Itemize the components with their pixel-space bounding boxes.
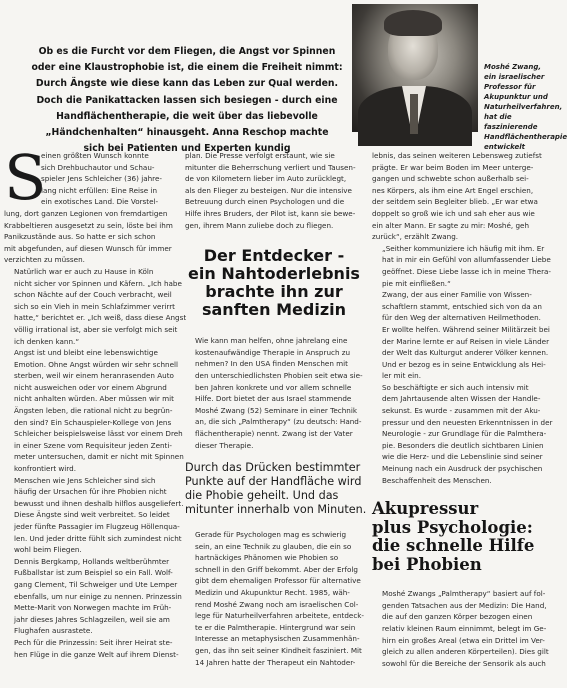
- text-line: gen, ihrem Mann zuliebe doch zu fliegen.: [185, 220, 334, 230]
- text-line: brachte ihn zur: [205, 282, 343, 302]
- text-line: Pech für die Prinzessin: Seit ihrer Heirat ste-: [14, 637, 173, 647]
- text-line: Interesse an metaphysischen Zusammenhän-: [195, 634, 360, 644]
- text-line: den unterschiedlichsten Phobien seit etwa sie-: [195, 370, 363, 380]
- text-line: ein Nahtoderlebnis: [188, 264, 360, 284]
- text-line: Menschen wie Jens Schleicher sind sich: [14, 475, 156, 485]
- text-line: nehmen? In den USA finden Menschen mit: [195, 359, 348, 369]
- text-line: mit abgefunden, auf diesen Wunsch für immer: [4, 243, 172, 253]
- column-3: [372, 150, 553, 669]
- text-line: sowohl für die Bereiche der Sensorik als auch: [382, 658, 546, 668]
- text-line: für den Weg der alternativen Heilmethoden.: [382, 313, 541, 323]
- paragraph: [372, 588, 548, 669]
- text-line: gibt dem ehemaligen Professor für alternative: [195, 576, 361, 586]
- text-line: meter untersuchen, damit er nicht mit Spinnen: [14, 452, 184, 462]
- text-line: prägte. Er war beim Boden im Meer unterge-: [372, 162, 534, 172]
- text-line: Er wollte helfen. Während seiner Militärzeit bei: [382, 324, 550, 334]
- lead-line: oder eine Klaustrophobie ist, die einem die Freiheit nimmt:: [31, 62, 343, 74]
- text-line: ein exotisches Land. Die Vorstel-: [41, 197, 159, 207]
- text-line: kostenaufwändige Therapie in Anspruch zu: [195, 347, 351, 357]
- text-line: die schnelle Hilfe: [372, 536, 535, 556]
- text-line: de von Kilometern lieber im Auto zurücklegt,: [185, 174, 347, 184]
- text-line: Panikzustände aus. So hatte er sich schon: [4, 232, 156, 242]
- text-line: mitunter innerhalb von Minuten.: [185, 503, 367, 517]
- text-line: jahr dieses Jahres Schlagzeilen, weil sie am: [14, 614, 170, 624]
- text-line: ich denken kann.“: [14, 336, 80, 346]
- text-line: ler mit ein.: [382, 371, 422, 381]
- text-line: nicht sicher vor Spinnen und Käfern. „Ich habe: [14, 278, 182, 288]
- text-line: nicht anhalten würden. Aber müssen wir mit: [14, 394, 174, 404]
- text-line: Hilfe. Dort bietet der aus Israel stammende: [195, 394, 352, 404]
- text-line: gang Clement, Til Schweiger und Ute Lemper: [14, 579, 178, 589]
- lead-line: Doch die Panikattacken lassen sich besiegen - durch eine: [36, 94, 338, 106]
- text-line: der Marine lernte er auf Reisen in viele Länder: [382, 336, 550, 346]
- subheading-acupressure: [372, 500, 548, 574]
- paragraph: [4, 637, 180, 660]
- text-line: der seitdem sein Begleiter blieb. „Er war etwa: [372, 197, 538, 207]
- text-line: ebenfalls, um nur einige zu nennen. Prinzessin: [14, 591, 182, 601]
- text-line: relativ kleinen Raum einnimmt, belegt im Ge-: [382, 624, 547, 633]
- text-line: pie mit einfließen.“: [382, 278, 451, 288]
- text-line: Schleicher beispielsweise lässt vor einem Dreh: [14, 429, 183, 439]
- text-line: sein, an eine Technik zu glauben, die ein so: [195, 541, 352, 551]
- text-line: sekunst. Es wurde - zusammen mit der Aku-: [382, 406, 541, 416]
- text-line: Wie kann man helfen, ohne jahrelang eine: [195, 336, 348, 346]
- text-line: dem Jahrtausende alten Wissen der Handle-: [382, 394, 541, 404]
- text-line: sterben, weil wir einem heranrasenden Auto: [14, 371, 174, 381]
- text-line: schaftlern stammt, entschied sich von da an: [382, 301, 542, 311]
- text-line: Ängsten leben, die rational nicht zu begrün-: [14, 406, 173, 416]
- text-line: hirn ein großes Areal (etwa ein Drittel im Ver-: [382, 635, 545, 645]
- text-line: lung, dort ganzen Legionen von fremdartigen: [4, 208, 168, 218]
- text-line: Emotion. Ohne Angst würden wir sehr schnell: [14, 359, 179, 369]
- text-line: Krabbeltieren ausgesetzt zu sein, löste bei ihm: [4, 220, 173, 230]
- text-line: hartnäckiges Phänomen wie Phobien so: [195, 553, 339, 563]
- text-line: gleich zu allen anderen Körperteilen). Dies gilt: [382, 647, 549, 657]
- paragraph: [372, 243, 552, 289]
- text-line: wie die Herz- und die Lebenslinie sind seiner: [382, 452, 543, 462]
- text-line: spieler Jens Schleicher (36) jahre-: [41, 174, 162, 184]
- text-line: Akupressur: [372, 499, 479, 519]
- text-line: Punkte auf der Handfläche wird: [185, 475, 362, 489]
- subheading-discoverer: [185, 247, 363, 319]
- text-line: gen, das ihn seit seiner Kindheit fasziniert. Mit: [195, 646, 362, 656]
- column-2: [185, 150, 367, 668]
- text-line: häufig der Ursachen für ihre Phobien nicht: [14, 487, 167, 497]
- text-line: Der Entdecker -: [203, 246, 345, 266]
- text-line: bewusst und ihnen deshalb hilflos ausgeliefert.: [14, 498, 184, 508]
- text-line: sanften Medizin: [201, 300, 347, 320]
- paragraph: [4, 556, 180, 637]
- text-line: Meinung nach ein Ausdruck der psychischen: [382, 464, 543, 474]
- text-line: hat in mir ein Gefühl von allumfassender Liebe: [382, 255, 551, 265]
- lead-line: Ob es die Furcht vor dem Fliegen, die Angst vor Spinnen: [38, 46, 336, 57]
- photo-hair: [384, 10, 442, 36]
- text-line: einen größten Wunsch konnte: [41, 151, 149, 160]
- photo-caption: Moshé Zwang, ein israelischer Professor für Akupunktur und Naturheilverfahren, hat die faszinierende Handflächentherapie entwickelt: [484, 63, 567, 151]
- text-line: Gerade für Psychologen mag es schwierig: [195, 530, 347, 540]
- text-line: hen Flüge in die ganze Welt auf ihrem Dienst-: [14, 649, 179, 659]
- text-line: dieser Therapie.: [195, 440, 254, 450]
- text-line: rend Moshé Zwang noch am israelischen Col-: [195, 599, 359, 609]
- paragraph: [4, 475, 184, 556]
- text-line: verzichten zu müssen.: [4, 255, 85, 265]
- text-line: „Seither kommuniziere ich häufig mit ihm. Er: [382, 243, 545, 253]
- text-line: zurück“, erzählt Zwang.: [372, 232, 459, 242]
- text-line: Zwang, der aus einer Familie von Wissen-: [382, 290, 532, 300]
- text-line: pressur und den neuesten Erkenntnissen in der: [382, 417, 553, 427]
- paragraph: [185, 529, 363, 668]
- drop-cap: S: [4, 141, 47, 214]
- text-line: Betreuung durch einen Psychologen und die: [185, 197, 345, 207]
- text-line: flächentherapie) nennt. Zwang ist der Vater: [195, 428, 353, 438]
- lead-line: „Händchenhalten“ hinausgeht. Anna Reschop machte: [45, 127, 329, 139]
- pull-quote: [185, 461, 367, 517]
- text-line: bei Phobien: [372, 554, 482, 574]
- text-line: die Phobie geheilt. Und das: [185, 489, 339, 503]
- text-line: Beschaffenheit des Menschen.: [382, 475, 492, 485]
- text-line: Moshé Zwang (52) Seminare in einer Technik: [195, 405, 357, 415]
- text-line: der Welt das Kulturgut anderer Völker kennen.: [382, 348, 549, 358]
- photo-tie: [410, 94, 418, 134]
- text-line: jeder fünfte Passagier im Flugzeug Höllenqua-: [14, 522, 180, 531]
- text-line: Angst ist und bleibt eine lebenswichtige: [14, 348, 158, 358]
- text-line: ein alter Mann. Er sagte zu mir: Moshé, geh: [372, 220, 530, 230]
- text-line: schon Nächte auf der Couch verbracht, weil: [14, 290, 172, 300]
- text-line: pie. Besonders die deutlich sichtbaren Linien: [382, 440, 544, 450]
- text-line: sich Drehbuchautor und Schau-: [41, 162, 155, 172]
- lead-line: sich bei Patienten und Experten kundig: [83, 143, 291, 155]
- text-line: den sind? Ein Schauspieler-Kollege von Jens: [14, 417, 172, 427]
- paragraph: [185, 335, 363, 451]
- text-line: mitunter die Beherrschung verliert und Tausen-: [185, 162, 356, 172]
- text-line: Moshé Zwangs „Palmtherapy“ basiert auf fol-: [382, 589, 546, 599]
- text-line: Medizin und Akupunktur Recht. 1985, wäh-: [195, 588, 350, 598]
- text-line: Und er bezog es in seine Entwicklung als Hei-: [382, 359, 546, 369]
- paragraph: [4, 347, 184, 475]
- text-line: Hilfe ihres Bruders, der Pilot ist, kann sie bewe-: [185, 208, 356, 218]
- text-line: Flughafen ausrastete.: [14, 626, 93, 636]
- lead-paragraph: [22, 44, 352, 157]
- text-line: Durch das Drücken bestimmter: [185, 461, 361, 475]
- text-line: len. Und jeder dritte fühlt sich zumindest nicht: [14, 533, 182, 543]
- paragraph: [372, 382, 553, 486]
- text-line: nicht ausweichen oder vor einem Abgrund: [14, 382, 167, 392]
- paragraph: [372, 150, 548, 243]
- text-line: Diese Ängste sind weit verbreitet. So leidet: [14, 510, 170, 520]
- text-line: als den Flieger zu besteigen. Nur die intensive: [185, 185, 352, 195]
- text-line: konfrontiert wird.: [14, 464, 76, 474]
- text-line: die auf den ganzen Körper bezogen einen: [382, 612, 533, 622]
- text-line: hatte,“ berichtet er. „Ich weiß, dass diese Angst: [14, 313, 187, 323]
- lead-line: Handflächentherapie, die weit über das liebevolle: [56, 110, 318, 122]
- text-line: Neurologie - zur Grundlage für die Palmthera-: [382, 429, 547, 439]
- text-line: So beschäftigte er sich auch intensiv mit: [382, 382, 529, 392]
- text-line: wohl beim Fliegen.: [14, 545, 82, 555]
- text-line: Dennis Bergkamp, Hollands weltberühmter: [14, 556, 170, 566]
- text-line: Fußballstar ist zum Beispiel so ein Fall. Wolf-: [14, 568, 173, 578]
- text-line: nes Körpers, als ihm eine Art Engel erschien,: [372, 185, 534, 195]
- text-line: 14 Jahren hatte der Therapeut ein Nahtoder-: [195, 657, 356, 667]
- text-line: plan. Die Presse verfolgt erstaunt, wie sie: [185, 151, 335, 160]
- author-photo: [352, 4, 478, 132]
- paragraph: [185, 150, 363, 231]
- text-line: lege für Naturheilverfahren arbeitete, entdeck-: [195, 611, 365, 621]
- text-line: völlig irrational ist, aber sie verfolgt mich seit: [14, 324, 178, 334]
- text-line: doppelt so groß wie ich und sah eher aus wie: [372, 208, 535, 218]
- text-line: gangen und schwebte schon außerhalb sei-: [372, 174, 529, 184]
- text-line: ben Jahren konkrete und vor allem schnelle: [195, 382, 352, 392]
- text-line: schnell in den Griff bekommt. Aber der Erfolg: [195, 564, 358, 574]
- text-line: lebnis, das seinen weiteren Lebensweg zutiefst: [372, 151, 542, 160]
- text-line: geöffnet. Diese Liebe lasse ich in meine Thera-: [382, 266, 552, 276]
- text-line: lang nicht erfüllen: Eine Reise in: [41, 185, 157, 195]
- text-line: sich so ein Vieh in mein Schlafzimmer verirrt: [14, 301, 175, 311]
- text-line: plus Psychologie:: [372, 517, 533, 537]
- text-line: Natürlich war er auch zu Hause in Köln: [14, 266, 154, 276]
- text-line: in einer Szene vom Requisiteur jeden Zenti-: [14, 440, 172, 450]
- text-line: Mette-Marit von Norwegen machte im Früh-: [14, 603, 172, 613]
- text-line: te er die Palmtherapie. Hintergrund war sein: [195, 622, 356, 632]
- text-line: genden Tatsachen aus der Medizin: Die Hand,: [382, 600, 547, 610]
- lead-line: Durch Ängste wie diese kann das Leben zur Qual werden.: [35, 78, 339, 90]
- text-line: an, die sich „Palmtherapy“ (zu deutsch: Hand-: [195, 417, 362, 427]
- paragraph: [4, 266, 187, 347]
- paragraph: [372, 289, 548, 382]
